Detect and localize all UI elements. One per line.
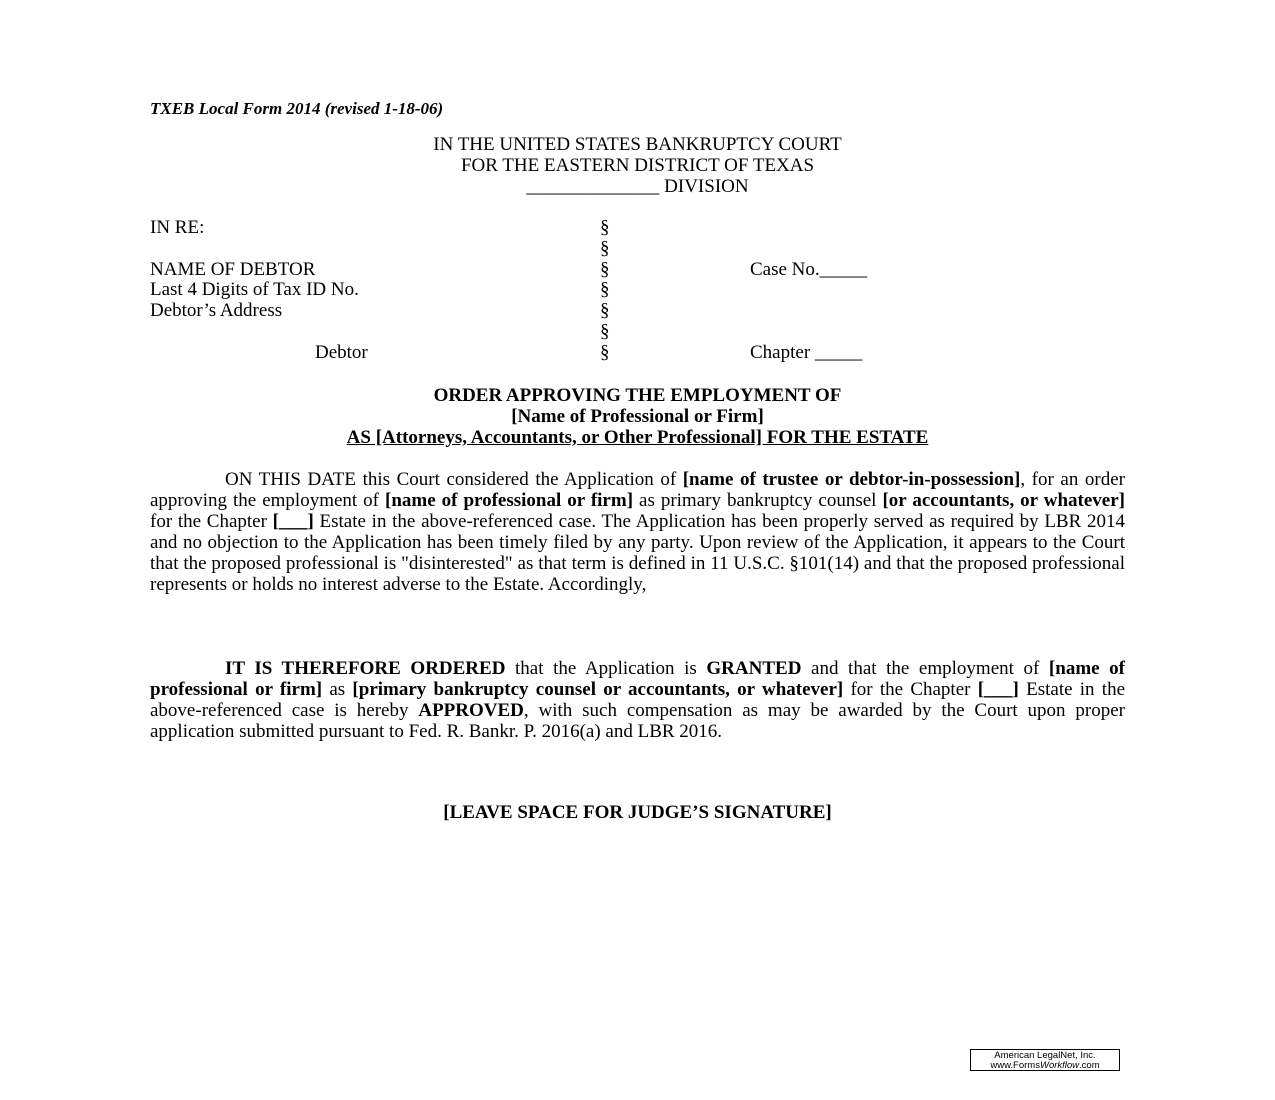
caption-debtor-address: Debtor’s Address (150, 300, 283, 322)
paragraph-application: ON THIS DATE this Court considered the Application of [name of trustee or debtor-in-possession], for an order approving the employment of [name of professional or firm] as primary bankruptcy counsel [or accountants, or whatever] for the Chapter [___] Estate in the above-referenced case. The Application has been properly served as required by LBR 2014 and no objection to the Application has been timely filed by any party. Upon review of the Application, it appears to the Court that the proposed professional is "disinterested" as that term is defined in 11 U.S.C. §101(14) and that the proposed professional represents or holds no interest adverse to the Estate. Accordingly, (150, 469, 1125, 595)
section-symbol: § (600, 217, 610, 238)
caption-blank-row (150, 322, 550, 343)
paragraph-order: IT IS THEREFORE ORDERED that the Application is GRANTED and that the employment of [name of professional or firm] as [primary bankruptcy counsel or accountants, or whatever] for the Chapter [___] Estate in the above-referenced case is hereby APPROVED, with such compensation as may be awarded by the Court upon proper application submitted pursuant to Fed. R. Bankr. P. 2016(a) and LBR 2016. (150, 658, 1126, 742)
court-header-line-2: FOR THE EASTERN DISTRICT OF TEXAS (460, 155, 815, 176)
caption-case-block (750, 218, 1050, 364)
order-title-line-1: ORDER APPROVING THE EMPLOYMENT OF (433, 385, 842, 406)
court-header (150, 134, 1125, 197)
caption-section-column (600, 218, 620, 364)
caption-tax-id: Last 4 Digits of Tax ID No. (150, 279, 359, 301)
publisher-url: www.FormsWorkflow.com (990, 1060, 1100, 1071)
caption-in-re: IN RE: (150, 217, 205, 238)
section-symbol: § (600, 279, 610, 301)
case-number: Case No._____ (750, 258, 868, 280)
form-identifier: TXEB Local Form 2014 (revised 1-18-06) (150, 99, 444, 118)
section-symbol: § (600, 320, 610, 342)
caption-debtor-name: NAME OF DEBTOR (150, 258, 316, 280)
court-header-division: ______________ DIVISION (526, 176, 749, 197)
section-symbol: § (600, 258, 610, 280)
publisher-name: American LegalNet, Inc. (994, 1050, 1096, 1061)
caption-debtor-label: Debtor (315, 341, 368, 363)
section-symbol: § (600, 341, 610, 363)
chapter-number: Chapter _____ (750, 341, 863, 363)
signature-placeholder: [LEAVE SPACE FOR JUDGE’S SIGNATURE] (443, 802, 832, 823)
section-symbol: § (600, 237, 610, 259)
order-title-line-2: [Name of Professional or Firm] (511, 406, 764, 427)
caption-blank-row (150, 239, 550, 260)
order-title (150, 385, 1125, 448)
court-header-line-1: IN THE UNITED STATES BANKRUPTCY COURT (433, 134, 842, 155)
order-title-line-3: AS [Attorneys, Accountants, or Other Professional] FOR THE ESTATE (346, 427, 929, 448)
caption-party-block (150, 218, 550, 364)
publisher-badge (970, 1049, 1120, 1071)
section-symbol: § (600, 300, 610, 322)
